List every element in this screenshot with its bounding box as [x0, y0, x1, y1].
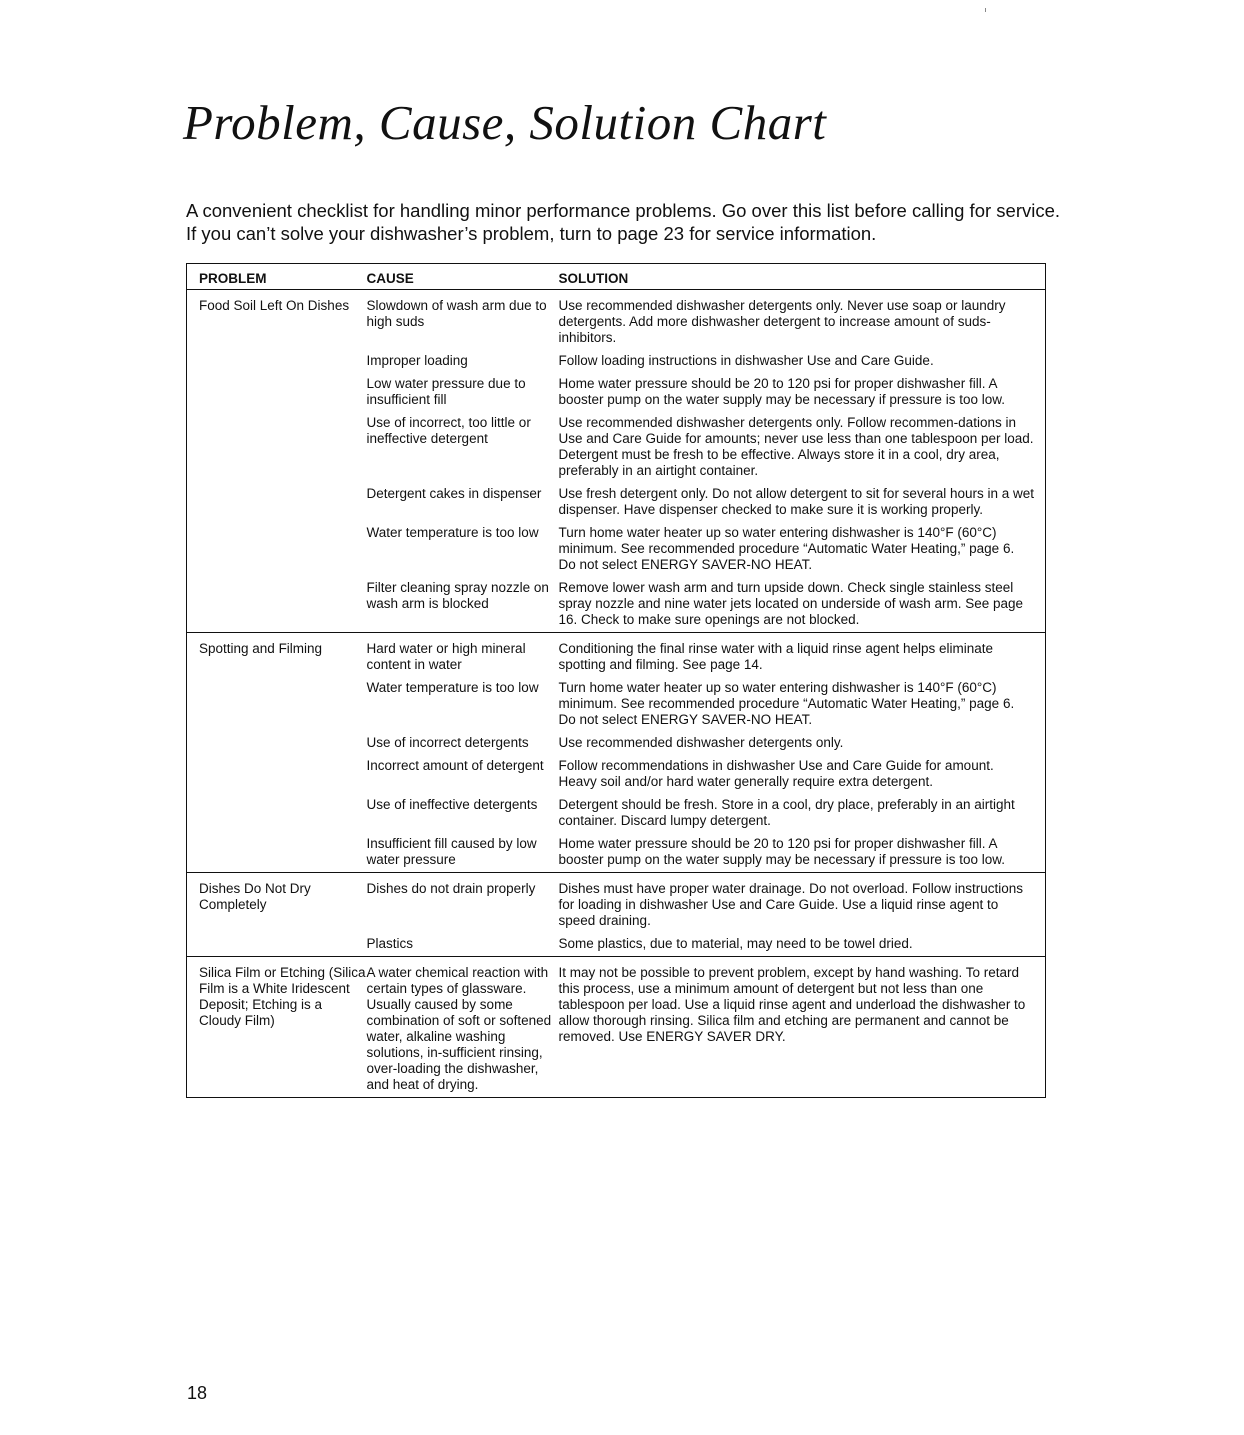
cause-cell: Dishes do not drain properly — [367, 873, 559, 930]
cause-cell: Slowdown of wash arm due to high suds — [366, 298, 547, 329]
intro-paragraph: A convenient checklist for handling minor performance problems. Go over this list before calling for service. If you can’t solve your dishwasher’s problem, turn to page 23 for service information. — [186, 200, 1061, 244]
header-cause: CAUSE — [367, 264, 559, 290]
solution-cell: Some plastics, due to material, may need to be towel dried. — [558, 936, 913, 951]
solution-cell: Use fresh detergent only. Do not allow detergent to sit for several hours in a wet dispenser. Have dispenser checked to make sure it is working properly. — [558, 486, 1034, 517]
solution-cell: Remove lower wash arm and turn upside down. Check single stainless steel spray nozzle and nine water jets located on underside of wash arm. See page 16. Check to make sure openings are not blocked. — [558, 580, 1024, 627]
solution-cell: Use recommended dishwasher detergents only. — [558, 735, 844, 750]
solution-cell: It may not be possible to prevent problem, except by hand washing. To retard this process, use a minimum amount of detergent but not less than one tablespoon per load. Use a liquid rinse agent and underload the dishwasher to allow thorough rinsing. Silica film and etching are permanent and cannot be removed. Use ENERGY SAVER DRY. — [559, 957, 1046, 1098]
solution-cell: Detergent should be fresh. Store in a cool, dry place, preferably in an airtight container. Discard lumpy detergent. — [558, 797, 1015, 828]
problem-cell: Spotting and Filming — [187, 633, 367, 873]
solution-cell: Use recommended dishwasher detergents only. Never use soap or laundry detergents. Add more dishwasher detergent to increase amount of suds-inhibitors. — [558, 298, 1006, 345]
table-row — [187, 873, 1046, 930]
cause-cell: Detergent cakes in dispenser — [366, 486, 542, 501]
table-row — [187, 633, 1046, 674]
cause-cell: Use of incorrect detergents — [366, 735, 529, 750]
page-number: 18 — [187, 1383, 208, 1403]
table-row — [187, 290, 1046, 347]
problem-cause-solution-table — [186, 263, 1046, 1098]
cause-cell: Insufficient fill caused by low water pressure — [366, 836, 537, 867]
cause-cell: Low water pressure due to insufficient fill — [366, 376, 526, 407]
solution-cell: Home water pressure should be 20 to 120 psi for proper dishwasher fill. A booster pump on the water supply may be necessary if pressure is too low. — [558, 376, 1005, 407]
scan-mark — [985, 8, 986, 12]
cause-cell: Water temperature is too low — [366, 525, 539, 540]
table-header-row — [187, 264, 1046, 290]
solution-cell: Use recommended dishwasher detergents only. Follow recommen-dations in Use and Care Guide for amounts; never use less than one tablespoon per load. Detergent must be fresh to be effective. Always store it in a cool, dry area, preferably in an airtight container. — [558, 415, 1034, 478]
solution-cell: Follow recommendations in dishwasher Use and Care Guide for amount. Heavy soil and/or hard water generally require extra detergent. — [558, 758, 994, 789]
problem-cell: Dishes Do Not Dry Completely — [187, 873, 367, 957]
cause-cell: Hard water or high mineral content in water — [367, 633, 559, 674]
problem-cell: Silica Film or Etching (Silica Film is a White Iridescent Deposit; Etching is a Cloudy Film) — [187, 957, 367, 1098]
cause-cell: Use of ineffective detergents — [366, 797, 538, 812]
solution-cell: Follow loading instructions in dishwasher Use and Care Guide. — [558, 353, 934, 368]
solution-cell: Dishes must have proper water drainage. Do not overload. Follow instructions for loading in dishwasher Use and Care Guide. Use a liquid rinse agent to speed draining. — [559, 873, 1046, 930]
cause-cell: Improper loading — [366, 353, 468, 368]
solution-cell: Turn home water heater up so water entering dishwasher is 140°F (60°C) minimum. See recommended procedure “Automatic Water Heating,” page 6. Do not select ENERGY SAVER-NO HEAT. — [558, 525, 1015, 572]
cause-cell: Filter cleaning spray nozzle on wash arm is blocked — [366, 580, 549, 611]
solution-cell: Conditioning the final rinse water with a liquid rinse agent helps eliminate spotting and filming. See page 14. — [559, 633, 1046, 674]
header-solution: SOLUTION — [559, 264, 1046, 290]
cause-cell: Plastics — [366, 936, 414, 951]
solution-cell: Home water pressure should be 20 to 120 psi for proper dishwasher fill. A booster pump on the water supply may be necessary if pressure is too low. — [558, 836, 1005, 867]
solution-cell: Turn home water heater up so water entering dishwasher is 140°F (60°C) minimum. See recommended procedure “Automatic Water Heating,” page 6. Do not select ENERGY SAVER-NO HEAT. — [558, 680, 1015, 727]
problem-cell: Food Soil Left On Dishes — [199, 298, 350, 313]
cause-cell: Incorrect amount of detergent — [366, 758, 544, 773]
page-title: Problem, Cause, Solution Chart — [183, 95, 827, 150]
cause-cell: Use of incorrect, too little or ineffective detergent — [366, 415, 531, 446]
table-row — [187, 957, 1046, 1098]
cause-cell: Water temperature is too low — [366, 680, 539, 695]
cause-cell: A water chemical reaction with certain types of glassware. Usually caused by some combination of soft or softened water, alkaline washing solutions, in-sufficient rinsing, over-loading the dishwasher, and heat of drying. — [367, 957, 559, 1098]
header-problem: PROBLEM — [187, 264, 367, 290]
